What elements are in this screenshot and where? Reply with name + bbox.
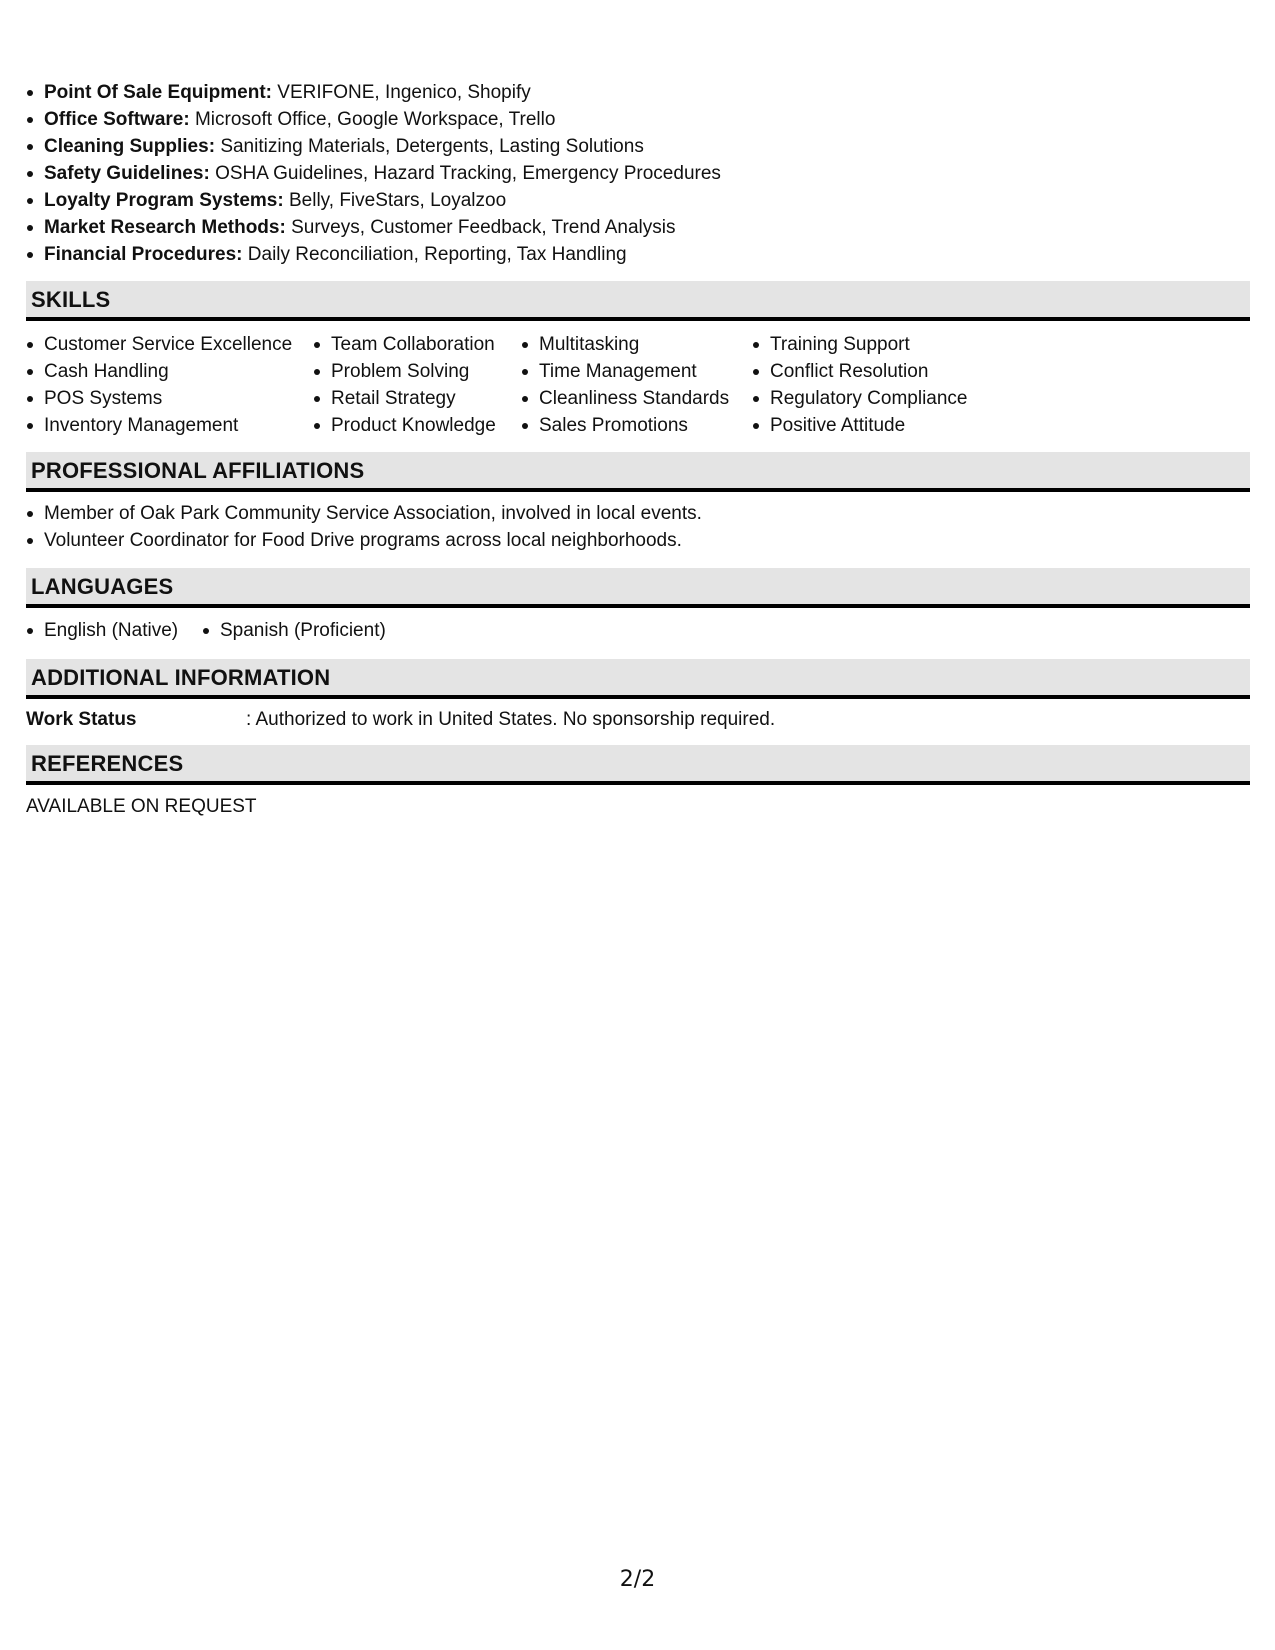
skill-item: Team Collaboration <box>313 331 496 358</box>
skill-item: Time Management <box>521 358 729 385</box>
skill-item: Product Knowledge <box>313 412 496 439</box>
tool-value: OSHA Guidelines, Hazard Tracking, Emergency Procedures <box>215 163 721 184</box>
list-item <box>26 133 721 160</box>
tool-value: Microsoft Office, Google Workspace, Trello <box>194 109 556 130</box>
skill-item: Multitasking <box>521 331 729 358</box>
list-item <box>26 214 721 241</box>
work-status-label: Work Status <box>26 709 137 730</box>
affiliations-section-header <box>26 452 1250 492</box>
affiliations-list <box>26 500 702 554</box>
skill-item: POS Systems <box>26 385 292 412</box>
tool-label: Market Research Methods: <box>44 217 286 238</box>
skill-item: Retail Strategy <box>313 385 496 412</box>
skill-item: Customer Service Excellence <box>26 331 292 358</box>
tool-label: Safety Guidelines: <box>44 163 210 184</box>
skill-item: Positive Attitude <box>752 412 968 439</box>
list-item <box>26 160 721 187</box>
skill-item: Regulatory Compliance <box>752 385 968 412</box>
languages-column <box>202 617 386 644</box>
skills-column <box>752 331 968 439</box>
tool-label: Office Software: <box>44 109 190 130</box>
languages-column <box>26 617 178 644</box>
tool-label: Loyalty Program Systems: <box>44 190 284 211</box>
tool-label: Financial Procedures: <box>44 244 243 265</box>
tool-value: VERIFONE, Ingenico, Shopify <box>277 82 531 103</box>
references-section-header <box>26 745 1250 785</box>
tool-value: Sanitizing Materials, Detergents, Lasting Solutions <box>220 136 644 157</box>
tool-value: Belly, FiveStars, Loyalzoo <box>288 190 507 211</box>
tools-list <box>26 79 721 268</box>
tool-label: Cleaning Supplies: <box>44 136 216 157</box>
page-number: 2/2 <box>619 1567 656 1592</box>
tool-value: Surveys, Customer Feedback, Trend Analysis <box>291 217 676 238</box>
section-title: ADDITIONAL INFORMATION <box>31 665 331 690</box>
affiliation-item: Member of Oak Park Community Service Association, involved in local events. <box>26 500 702 527</box>
skill-item: Problem Solving <box>313 358 496 385</box>
language-item: English (Native) <box>26 617 178 644</box>
list-item <box>26 187 721 214</box>
work-status-row <box>26 706 1250 733</box>
section-title: SKILLS <box>31 287 111 312</box>
skills-column <box>521 331 729 439</box>
language-item: Spanish (Proficient) <box>202 617 386 644</box>
affiliation-item: Volunteer Coordinator for Food Drive programs across local neighborhoods. <box>26 527 702 554</box>
tool-value: Daily Reconciliation, Reporting, Tax Handling <box>247 244 627 265</box>
skills-section-header <box>26 281 1250 321</box>
references-text: AVAILABLE ON REQUEST <box>26 796 257 817</box>
list-item <box>26 241 721 268</box>
additional-info-section-header <box>26 659 1250 699</box>
work-status-value: : Authorized to work in United States. No sponsorship required. <box>246 709 776 730</box>
section-title: REFERENCES <box>31 751 184 776</box>
section-title: PROFESSIONAL AFFILIATIONS <box>31 458 365 483</box>
list-item <box>26 79 721 106</box>
languages-section-header <box>26 568 1250 608</box>
tool-label: Point Of Sale Equipment: <box>44 82 273 103</box>
section-title: LANGUAGES <box>31 574 174 599</box>
skill-item: Cleanliness Standards <box>521 385 729 412</box>
skills-column <box>313 331 496 439</box>
skill-item: Conflict Resolution <box>752 358 968 385</box>
skill-item: Sales Promotions <box>521 412 729 439</box>
list-item <box>26 106 721 133</box>
skill-item: Inventory Management <box>26 412 292 439</box>
skill-item: Training Support <box>752 331 968 358</box>
skill-item: Cash Handling <box>26 358 292 385</box>
skills-column <box>26 331 292 439</box>
